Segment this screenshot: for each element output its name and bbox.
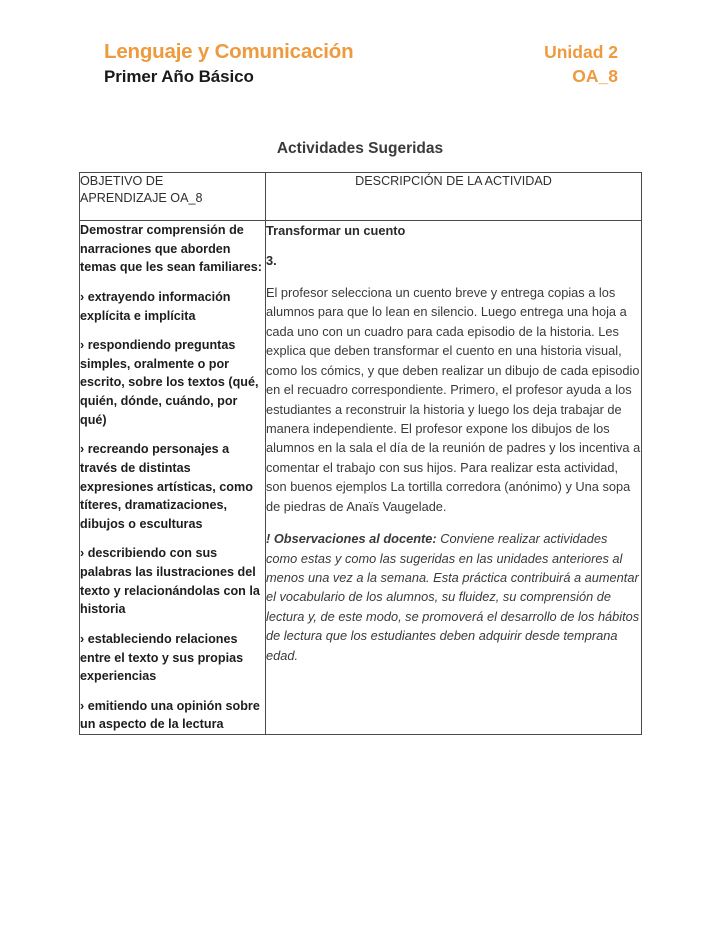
bullet-marker-icon: › bbox=[80, 442, 85, 457]
activity-number: 3. bbox=[266, 253, 277, 269]
objective-bullet-6-text: emitiendo una opinión sobre un aspecto de la lectura bbox=[80, 698, 260, 732]
observation-label: ! Observaciones al docente: bbox=[266, 531, 437, 547]
column-header-objective-line2: APRENDIZAJE OA_8 bbox=[80, 191, 203, 205]
objective-bullet-4-text: describiendo con sus palabras las ilustraciones del texto y relacionándolas con la historia bbox=[80, 546, 260, 617]
objective-bullet-2 bbox=[80, 336, 265, 429]
objective-bullet-2-text: respondiendo preguntas simples, oralmente o por escrito, sobre los textos (qué, quién, dónde, cuándo, por qué) bbox=[80, 338, 259, 427]
bullet-marker-icon: › bbox=[80, 546, 85, 561]
objective-bullet-5-text: estableciendo relaciones entre el texto y sus propias experiencias bbox=[80, 631, 244, 684]
objective-bullet-1-text: extrayendo información explícita e implícita bbox=[80, 289, 231, 323]
document-header bbox=[104, 40, 618, 87]
section-title: Actividades Sugeridas bbox=[276, 140, 444, 157]
table-header-row bbox=[80, 173, 642, 221]
column-header-objective-line1: OBJETIVO DE bbox=[80, 174, 164, 188]
bullet-marker-icon: › bbox=[80, 338, 85, 353]
objective-bullet-5 bbox=[80, 630, 265, 686]
header-row-secondary bbox=[104, 66, 618, 87]
column-header-objective bbox=[80, 173, 266, 221]
bullet-marker-icon: › bbox=[80, 631, 85, 646]
objective-bullet-3 bbox=[80, 440, 265, 533]
bullet-marker-icon: › bbox=[80, 289, 85, 304]
grade-title: Primer Año Básico bbox=[104, 67, 254, 86]
activity-cell bbox=[266, 221, 642, 735]
observation-text: Conviene realizar actividades como estas y como las sugeridas en las unidades anteriores al menos una vez a la semana. Esta práctica contribuirá a aumentar el vocabulario de los alumnos, su fluidez, su comprensión de lectura y, de este modo, se promoverá el desarrollo de los hábitos de lectura que los estudiantes deben adquirir desde temprana edad. bbox=[266, 531, 640, 663]
activity-observation bbox=[266, 529, 641, 665]
objective-bullet-4 bbox=[80, 544, 265, 619]
bullet-marker-icon: › bbox=[80, 698, 85, 713]
objective-cell bbox=[80, 221, 266, 735]
column-header-description: DESCRIPCIÓN DE LA ACTIVIDAD bbox=[266, 173, 642, 221]
objective-bullet-3-text: recreando personajes a través de distintas expresiones artísticas, como títeres, dramatizaciones, dibujos o esculturas bbox=[80, 442, 253, 531]
header-row-primary bbox=[104, 40, 618, 64]
activity-paragraph: El profesor selecciona un cuento breve y entrega copias a los alumnos para que lo lean en silencio. Luego entrega una hoja a cada uno con un cuadro para cada episodio de la historia. Les explica que deben transformar el cuento en una historia visual, como los cómics, y que deben realizar un dibujo de cada episodio en el recuadro correspondiente. Primero, el profesor ayuda a los estudiantes a reconstruir la historia y luego los deja trabajar de manera independiente. El profesor expone los dibujos de los alumnos en la sala el día de la reunión de padres y los incentiva a comentar el trabajo con sus hijos. Para realizar esta actividad, son buenos ejemplos La tortilla corredora (anónimo) y Una sopa de piedras de Anaïs Vaugelade. bbox=[266, 284, 641, 514]
unit-label: Unidad 2 bbox=[544, 42, 618, 62]
objective-bullet-6 bbox=[80, 697, 265, 734]
objective-bullet-1 bbox=[80, 288, 265, 325]
oa-code-label: OA_8 bbox=[572, 66, 618, 86]
activities-table bbox=[79, 172, 642, 735]
objective-intro: Demostrar comprensión de narraciones que aborden temas que les sean familiares: bbox=[80, 223, 263, 275]
table-row bbox=[80, 221, 642, 735]
subject-title: Lenguaje y Comunicación bbox=[104, 40, 354, 63]
activity-title: Transformar un cuento bbox=[266, 223, 406, 238]
